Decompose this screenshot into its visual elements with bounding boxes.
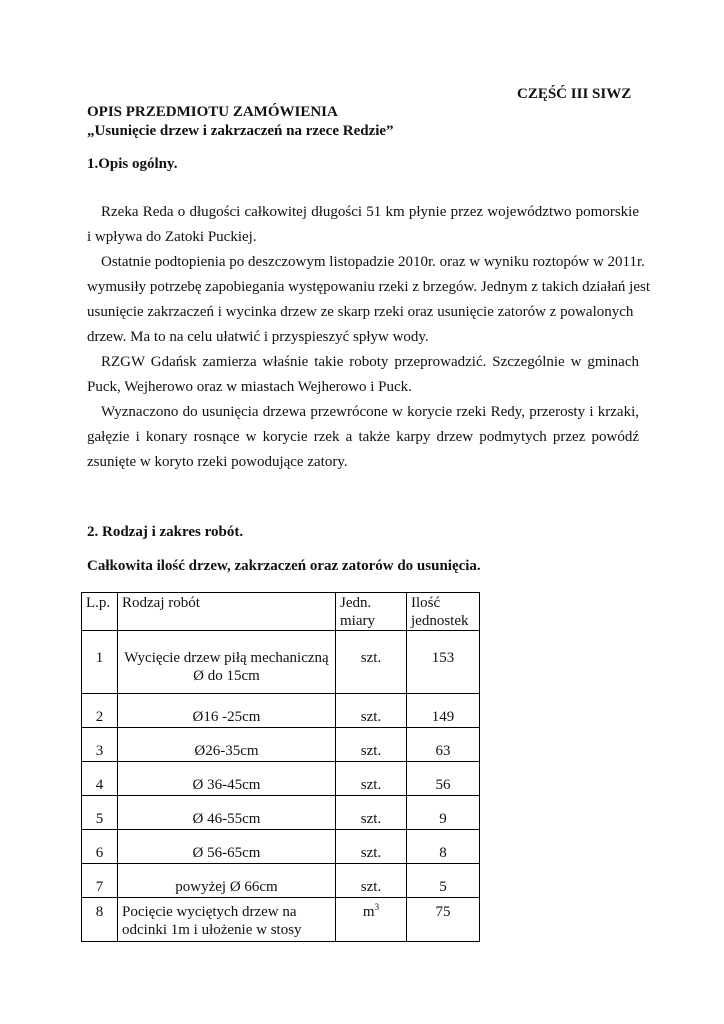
table-row [82,728,480,762]
paragraph-line: usunięcie zakrzaczeń i wycinka drzew ze skarp rzeki oraz usunięcie zatorów z powalonych [87,304,634,320]
cell-lp: 2 [82,694,118,728]
cell-qty: 153 [407,631,480,694]
cell-lp: 6 [82,830,118,864]
cell-unit: szt. [336,864,407,898]
paragraph-scope [87,400,639,475]
cell-unit: szt. [336,830,407,864]
header-type: Rodzaj robót [118,593,336,631]
cell-qty: 8 [407,830,480,864]
document-part-label: CZĘŚĆ III SIWZ [517,86,632,102]
paragraph-line: drzew. Ma to na celu ułatwić i przyspieszyć spływ wody. [87,329,429,345]
cell-unit: szt. [336,728,407,762]
paragraph-rzgw [87,350,639,400]
cell-unit: szt. [336,796,407,830]
cell-lp: 8 [82,898,118,942]
table-row [82,631,480,694]
paragraph-line: gałęzie i konary rosnące w korycie rzek a także karpy drzew podmytych przez powódź [87,429,639,445]
cell-type: Ø26-35cm [118,728,336,762]
works-table [81,592,480,942]
cell-qty: 75 [407,898,480,942]
document-title: OPIS PRZEDMIOTU ZAMÓWIENIA [87,104,338,120]
paragraph-river-description [87,200,639,250]
header-unit: Jedn. miary [336,593,407,631]
cell-lp: 4 [82,762,118,796]
table-row [82,898,480,942]
cell-type: Ø 56-65cm [118,830,336,864]
cell-type: Ø 46-55cm [118,796,336,830]
paragraph-flooding [87,250,650,350]
cell-lp: 1 [82,631,118,694]
cell-unit: szt. [336,762,407,796]
cell-qty: 5 [407,864,480,898]
paragraph-line: Wyznaczono do usunięcia drzewa przewrócone w korycie rzeki Redy, przerosty i krzaki, [101,404,639,420]
paragraph-line: Ostatnie podtopienia po deszczowym listopadzie 2010r. oraz w wyniku roztopów w 2011r. [101,254,645,270]
cell-lp: 5 [82,796,118,830]
table-row [82,694,480,728]
cell-type: Ø16 -25cm [118,694,336,728]
cell-lp: 3 [82,728,118,762]
cell-qty: 149 [407,694,480,728]
table-caption: Całkowita ilość drzew, zakrzaczeń oraz zatorów do usunięcia. [87,558,481,574]
cell-unit: szt. [336,694,407,728]
cell-type: powyżej Ø 66cm [118,864,336,898]
header-qty: Ilość jednostek [407,593,480,631]
cell-lp: 7 [82,864,118,898]
cell-unit: $m^3$ [336,898,407,942]
paragraph-line: wymusiły potrzebę zapobiegania występowaniu rzeki z brzegów. Jednym z takich działań jest [87,279,650,295]
paragraph-line: RZGW Gdańsk zamierza właśnie takie roboty przeprowadzić. Szczególnie w gminach [101,354,639,370]
table-row [82,762,480,796]
paragraph-line: Rzeka Reda o długości całkowitej długości 51 km płynie przez województwo pomorskie [101,204,639,220]
paragraph-line: Puck, Wejherowo oraz w miastach Wejherowo i Puck. [87,379,412,395]
document-subtitle: „Usunięcie drzew i zakrzaczeń na rzece Redzie” [87,123,394,139]
section-heading-works: 2. Rodzaj i zakres robót. [87,524,244,540]
cell-type: Pocięcie wyciętych drzew na odcinki 1m i ułożenie w stosy [118,898,336,942]
table-row [82,796,480,830]
cell-type: Ø 36-45cm [118,762,336,796]
cell-type: Wycięcie drzew piłą mechaniczną Ø do 15cm [118,631,336,694]
paragraph-line: i wpływa do Zatoki Puckiej. [87,229,257,245]
section-heading-general: 1.Opis ogólny. [87,156,178,172]
table-header-row [82,593,480,631]
paragraph-line: zsunięte w koryto rzeki powodujące zatory. [87,454,348,470]
cell-qty: 9 [407,796,480,830]
cell-qty: 56 [407,762,480,796]
header-lp: L.p. [82,593,118,631]
cell-qty: 63 [407,728,480,762]
table-row [82,864,480,898]
cell-unit: szt. [336,631,407,694]
table-row [82,830,480,864]
